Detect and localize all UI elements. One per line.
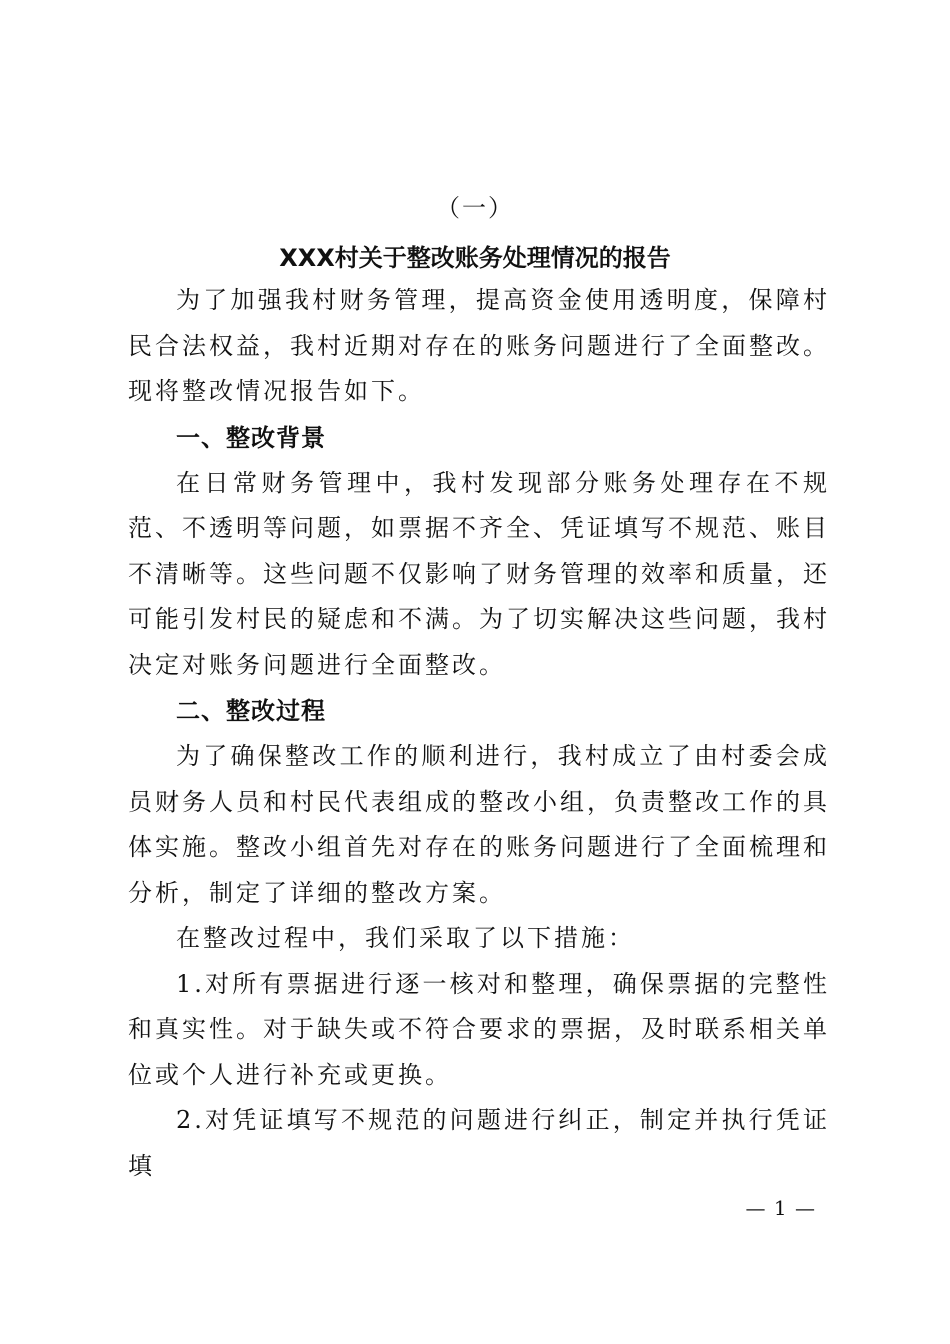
intro-paragraph: 为了加强我村财务管理，提高资金使用透明度，保障村民合法权益，我村近期对存在的账务问题进行了全面整改。现将整改情况报告如下。 <box>128 286 830 405</box>
section-heading-background: 一、整改背景 <box>176 423 326 452</box>
document-title: XXX村关于整改账务处理情况的报告 <box>279 244 671 272</box>
section-heading-process: 二、整改过程 <box>176 697 326 725</box>
background-paragraph: 在日常财务管理中，我村发现部分账务处理存在不规范、不透明等问题，如票据不齐全、凭证填写不规范、账目不清晰等。这些问题不仅影响了财务管理的效率和质量，还可能引发村民的疑虑和不满。为了切实解决这些问题，我村决定对账务问题进行全面整改。 <box>128 468 830 679</box>
process-paragraph-2: 在整改过程中，我们采取了以下措施： <box>176 924 635 952</box>
measure-item-2: 2.对凭证填写不规范的问题进行纠正，制定并执行凭证填 <box>128 1106 830 1180</box>
process-paragraph-1: 为了确保整改工作的顺利进行，我村成立了由村委会成员财务人员和村民代表组成的整改小组，负责整改工作的具体实施。整改小组首先对存在的账务问题进行了全面梳理和分析，制定了详细的整改方案。 <box>128 742 830 907</box>
measure-item-1: 1.对所有票据进行逐一核对和整理，确保票据的完整性和真实性。对于缺失或不符合要求的票据，及时联系相关单位或个人进行补充或更换。 <box>128 969 830 1089</box>
section-number: （一） <box>436 194 514 222</box>
page-number: — 1 — <box>745 1196 816 1220</box>
document-body <box>128 278 830 1189</box>
